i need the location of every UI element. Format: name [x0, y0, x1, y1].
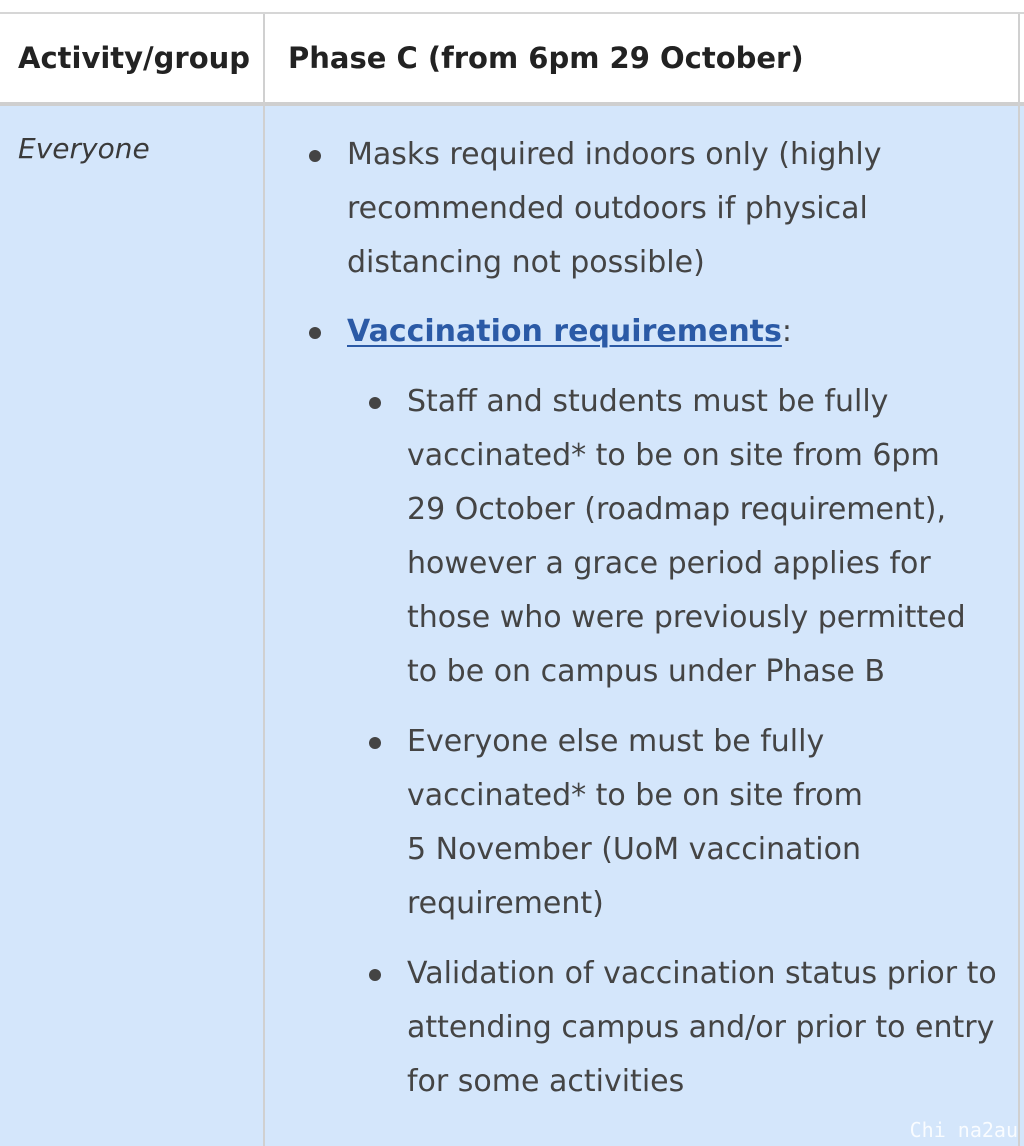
- list-item-vaccination: [347, 305, 792, 359]
- list-item-line: Masks required indoors only (highly: [347, 137, 882, 172]
- cell-activity-everyone: Everyone: [18, 132, 150, 165]
- link-suffix: :: [781, 314, 792, 349]
- bullet-icon: [369, 969, 381, 981]
- list-item-line: [347, 305, 792, 359]
- list-item-line: 29 October (roadmap requirement),: [407, 492, 947, 527]
- bullet-icon: [309, 150, 321, 162]
- list-item-line: Validation of vaccination status prior to: [407, 956, 997, 991]
- list-item-line: to be on campus under Phase B: [407, 654, 886, 689]
- column-divider: [263, 14, 265, 1146]
- list-item-line: Everyone else must be fully: [407, 724, 825, 759]
- list-item-line: however a grace period applies for: [407, 546, 931, 581]
- list-item-line: for some activities: [407, 1064, 685, 1099]
- watermark-text: Chi na2au: [909, 1118, 1018, 1142]
- header-activity-group: Activity/group: [18, 41, 251, 75]
- list-item-line: vaccinated* to be on site from 6pm: [407, 438, 940, 473]
- bullet-icon: [309, 327, 321, 339]
- list-item-line: those who were previously permitted: [407, 600, 966, 635]
- table-right-border: [1018, 14, 1020, 1146]
- sub-list-item-validation: [407, 947, 997, 1109]
- bullet-icon: [369, 737, 381, 749]
- sub-list-item-everyone-else: [407, 715, 863, 931]
- list-item-line: requirement): [407, 886, 604, 921]
- list-item-masks: [347, 128, 881, 290]
- bullet-icon: [369, 397, 381, 409]
- header-phase-c: Phase C (from 6pm 29 October): [288, 41, 804, 75]
- list-item-line: distancing not possible): [347, 245, 705, 280]
- list-item-line: 5 November (UoM vaccination: [407, 832, 861, 867]
- list-item-line: Staff and students must be fully: [407, 384, 889, 419]
- vaccination-requirements-link[interactable]: Vaccination requirements: [347, 314, 782, 349]
- list-item-line: recommended outdoors if physical: [347, 191, 868, 226]
- list-item-line: attending campus and/or prior to entry: [407, 1010, 995, 1045]
- list-item-line: vaccinated* to be on site from: [407, 778, 863, 813]
- sub-list-item-staff-students: [407, 375, 966, 699]
